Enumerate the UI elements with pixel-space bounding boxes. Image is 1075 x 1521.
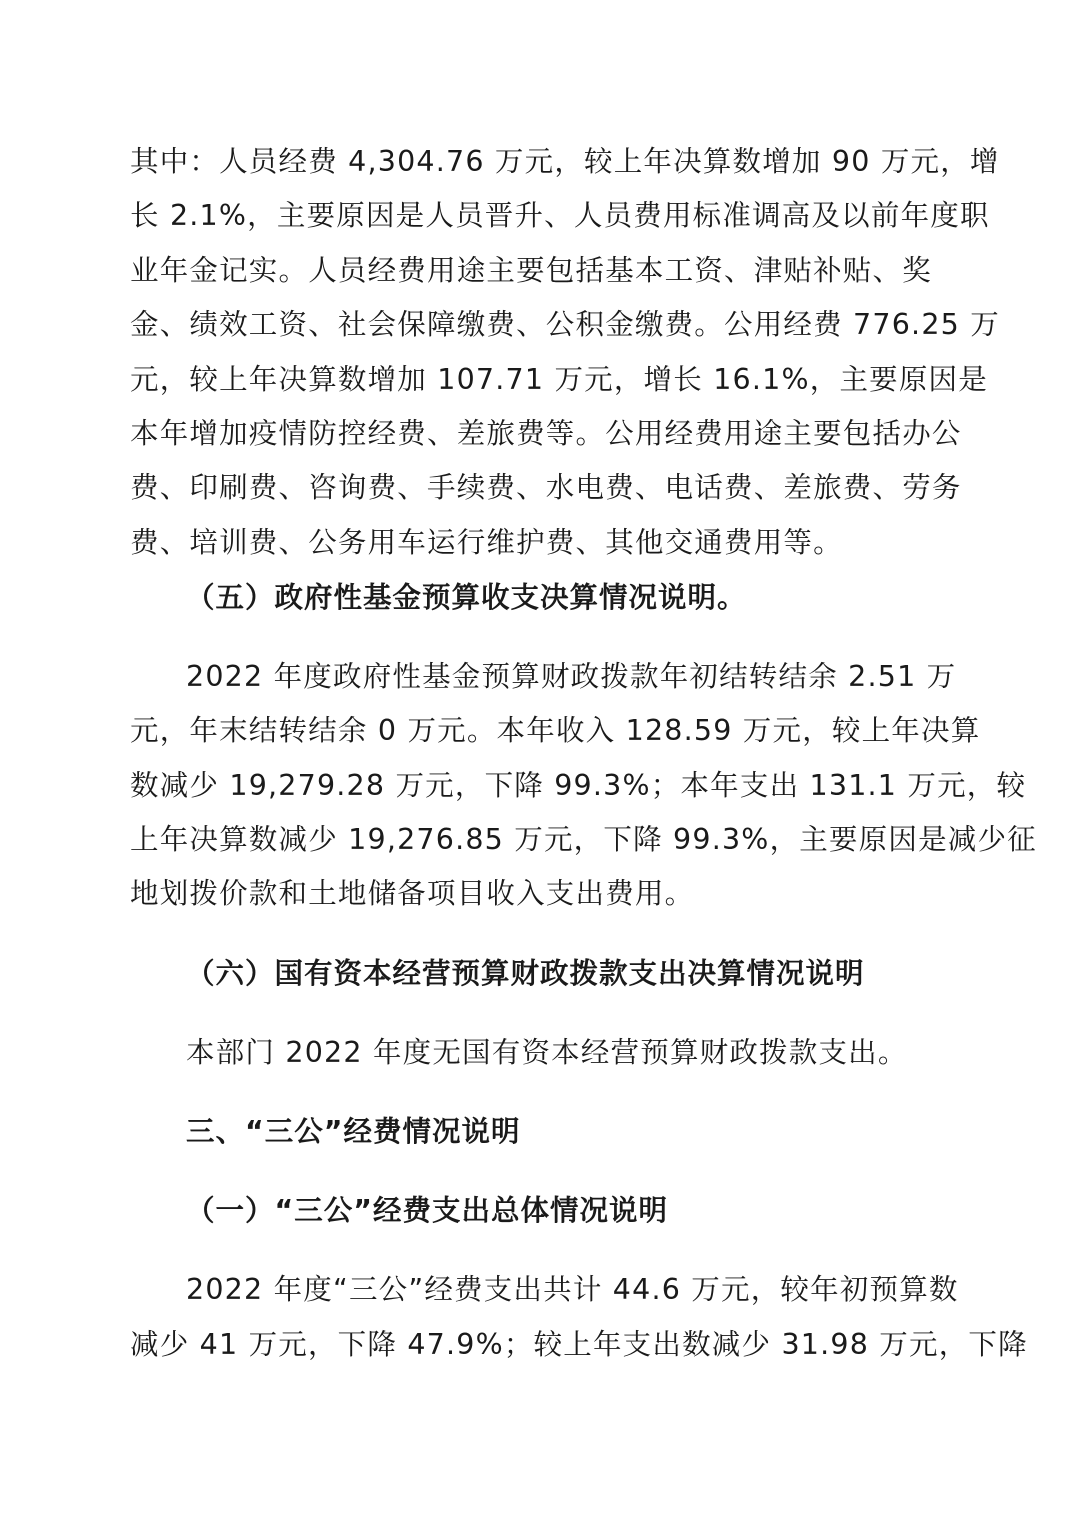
body-text-line: 业年金记实。人员经费用途主要包括基本工资、津贴补贴、奖 — [130, 254, 932, 287]
body-text-line: 数减少 19,279.28 万元，下降 99.3%；本年支出 131.1 万元，较 — [130, 769, 1027, 802]
body-text-line: 元，年末结转结余 0 万元。本年收入 128.59 万元，较上年决算 — [130, 714, 981, 747]
body-text-line: 本部门 2022 年度无国有资本经营预算财政拨款支出。 — [186, 1036, 908, 1069]
chapter-heading-3: 三、“三公”经费情况说明 — [186, 1115, 521, 1148]
body-text-line: 费、培训费、公务用车运行维护费、其他交通费用等。 — [130, 526, 843, 559]
body-text-line: 2022 年度“三公”经费支出共计 44.6 万元，较年初预算数 — [186, 1273, 959, 1306]
body-text-line: 费、印刷费、咨询费、手续费、水电费、电话费、差旅费、劳务 — [130, 471, 962, 504]
body-text-line: 长 2.1%，主要原因是人员晋升、人员费用标准调高及以前年度职 — [130, 199, 990, 232]
body-text-line: 减少 41 万元，下降 47.9%；较上年支出数减少 31.98 万元，下降 — [130, 1328, 1028, 1361]
section-heading-3-1: （一）“三公”经费支出总体情况说明 — [186, 1194, 668, 1227]
section-heading-5: （五）政府性基金预算收支决算情况说明。 — [186, 581, 747, 614]
body-text-line: 地划拨价款和土地储备项目收入支出费用。 — [130, 877, 695, 910]
body-text-line: 元，较上年决算数增加 107.71 万元，增长 16.1%，主要原因是 — [130, 363, 988, 396]
section-heading-6: （六）国有资本经营预算财政拨款支出决算情况说明 — [186, 957, 865, 990]
body-text-line: 上年决算数减少 19,276.85 万元，下降 99.3%，主要原因是减少征 — [130, 823, 1037, 856]
body-text-line: 本年增加疫情防控经费、差旅费等。公用经费用途主要包括办公 — [130, 417, 962, 450]
body-text-line: 金、绩效工资、社会保障缴费、公积金缴费。公用经费 776.25 万 — [130, 308, 1000, 341]
body-text-line: 其中：人员经费 4,304.76 万元，较上年决算数增加 90 万元，增 — [130, 145, 1000, 178]
body-text-line: 2022 年度政府性基金预算财政拨款年初结转结余 2.51 万 — [186, 660, 957, 693]
